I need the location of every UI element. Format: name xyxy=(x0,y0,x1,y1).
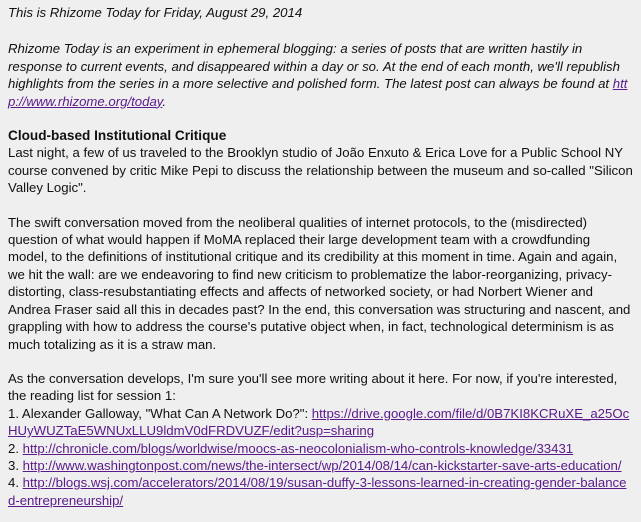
intro-paragraph xyxy=(8,40,633,110)
article-paragraph-1: Last night, a few of us traveled to the Brooklyn studio of João Enxuto & Erica Love for a Public School NY course convened by critic Mike Pepi to discuss the relationship between the museum and so-called "Silicon Valley Logic". xyxy=(8,145,633,196)
article-title: Cloud-based Institutional Critique xyxy=(8,128,227,144)
reading-list-item xyxy=(8,405,633,440)
spacer xyxy=(8,21,633,40)
reading-item-prefix: 4. xyxy=(8,475,23,491)
reading-list xyxy=(8,405,633,509)
reading-link-google-drive[interactable]: https://drive.google.com/file/d/0B7KI8KCRuXE_a25OcHUyWUZTaE5WNUxLLU9ldmV0dFRDVUZF/edit?usp=sharing xyxy=(8,405,630,439)
intro-suffix: . xyxy=(162,93,167,109)
rhizome-today-link[interactable]: http://www.rhizome.org/today xyxy=(8,76,628,109)
intro-text: Rhizome Today is an experiment in ephemeral blogging: a series of posts that are written hastily in response to current events, and disappeared within a day or so. At the end of each month, we'll republish highlights from the series in a more selective and polished form. The latest post can always be found at xyxy=(8,41,620,92)
spacer xyxy=(8,197,633,214)
reading-item-prefix: 1. Alexander Galloway, "What Can A Network Do?": xyxy=(8,405,312,421)
reading-list-item xyxy=(8,474,633,509)
reading-item-prefix: 2. xyxy=(8,440,23,456)
dateline: This is Rhizome Today for Friday, August 29, 2014 xyxy=(8,5,303,20)
reading-item-prefix: 3. xyxy=(8,457,23,473)
spacer xyxy=(8,110,633,127)
article-paragraph-3: As the conversation develops, I'm sure you'll see more writing about it here. For now, if you're interested, the reading list for session 1: xyxy=(8,370,618,404)
reading-list-item xyxy=(8,440,633,457)
spacer xyxy=(8,353,633,370)
reading-link-washington-post[interactable]: http://www.washingtonpost.com/news/the-intersect/wp/2014/08/14/can-kickstarter-save-arts-education/ xyxy=(22,457,622,473)
reading-list-item xyxy=(8,457,633,474)
reading-link-wsj[interactable]: http://blogs.wsj.com/accelerators/2014/08/19/susan-duffy-3-lessons-learned-in-creating-gender-balanced-entrepreneurship/ xyxy=(8,475,627,508)
reading-link-chronicle[interactable]: http://chronicle.com/blogs/worldwise/moocs-as-neocolonialism-who-controls-knowledge/33431 xyxy=(22,440,574,456)
article-paragraph-2: The swift conversation moved from the neoliberal qualities of internet protocols, to the (misdirected) question of what would happen if MoMA replaced their large development team with a crowdfunding model, to the definitions of institutional critique and its credibility at this moment in time. Again and again, we hit the wall: are we endeavoring to find new criticism to problematize the labor-reorganizing, privacy-distorting, class-resubstantiating effects and affects of networked society, or had Norbert Wiener and Andrea Fraser said all this in decades past? In the end, this conversation was structuring and nascent, and grappling with how to address the course's putative object when, in fact, technological determinism is as much totalizing as it is a straw man. xyxy=(8,214,631,352)
